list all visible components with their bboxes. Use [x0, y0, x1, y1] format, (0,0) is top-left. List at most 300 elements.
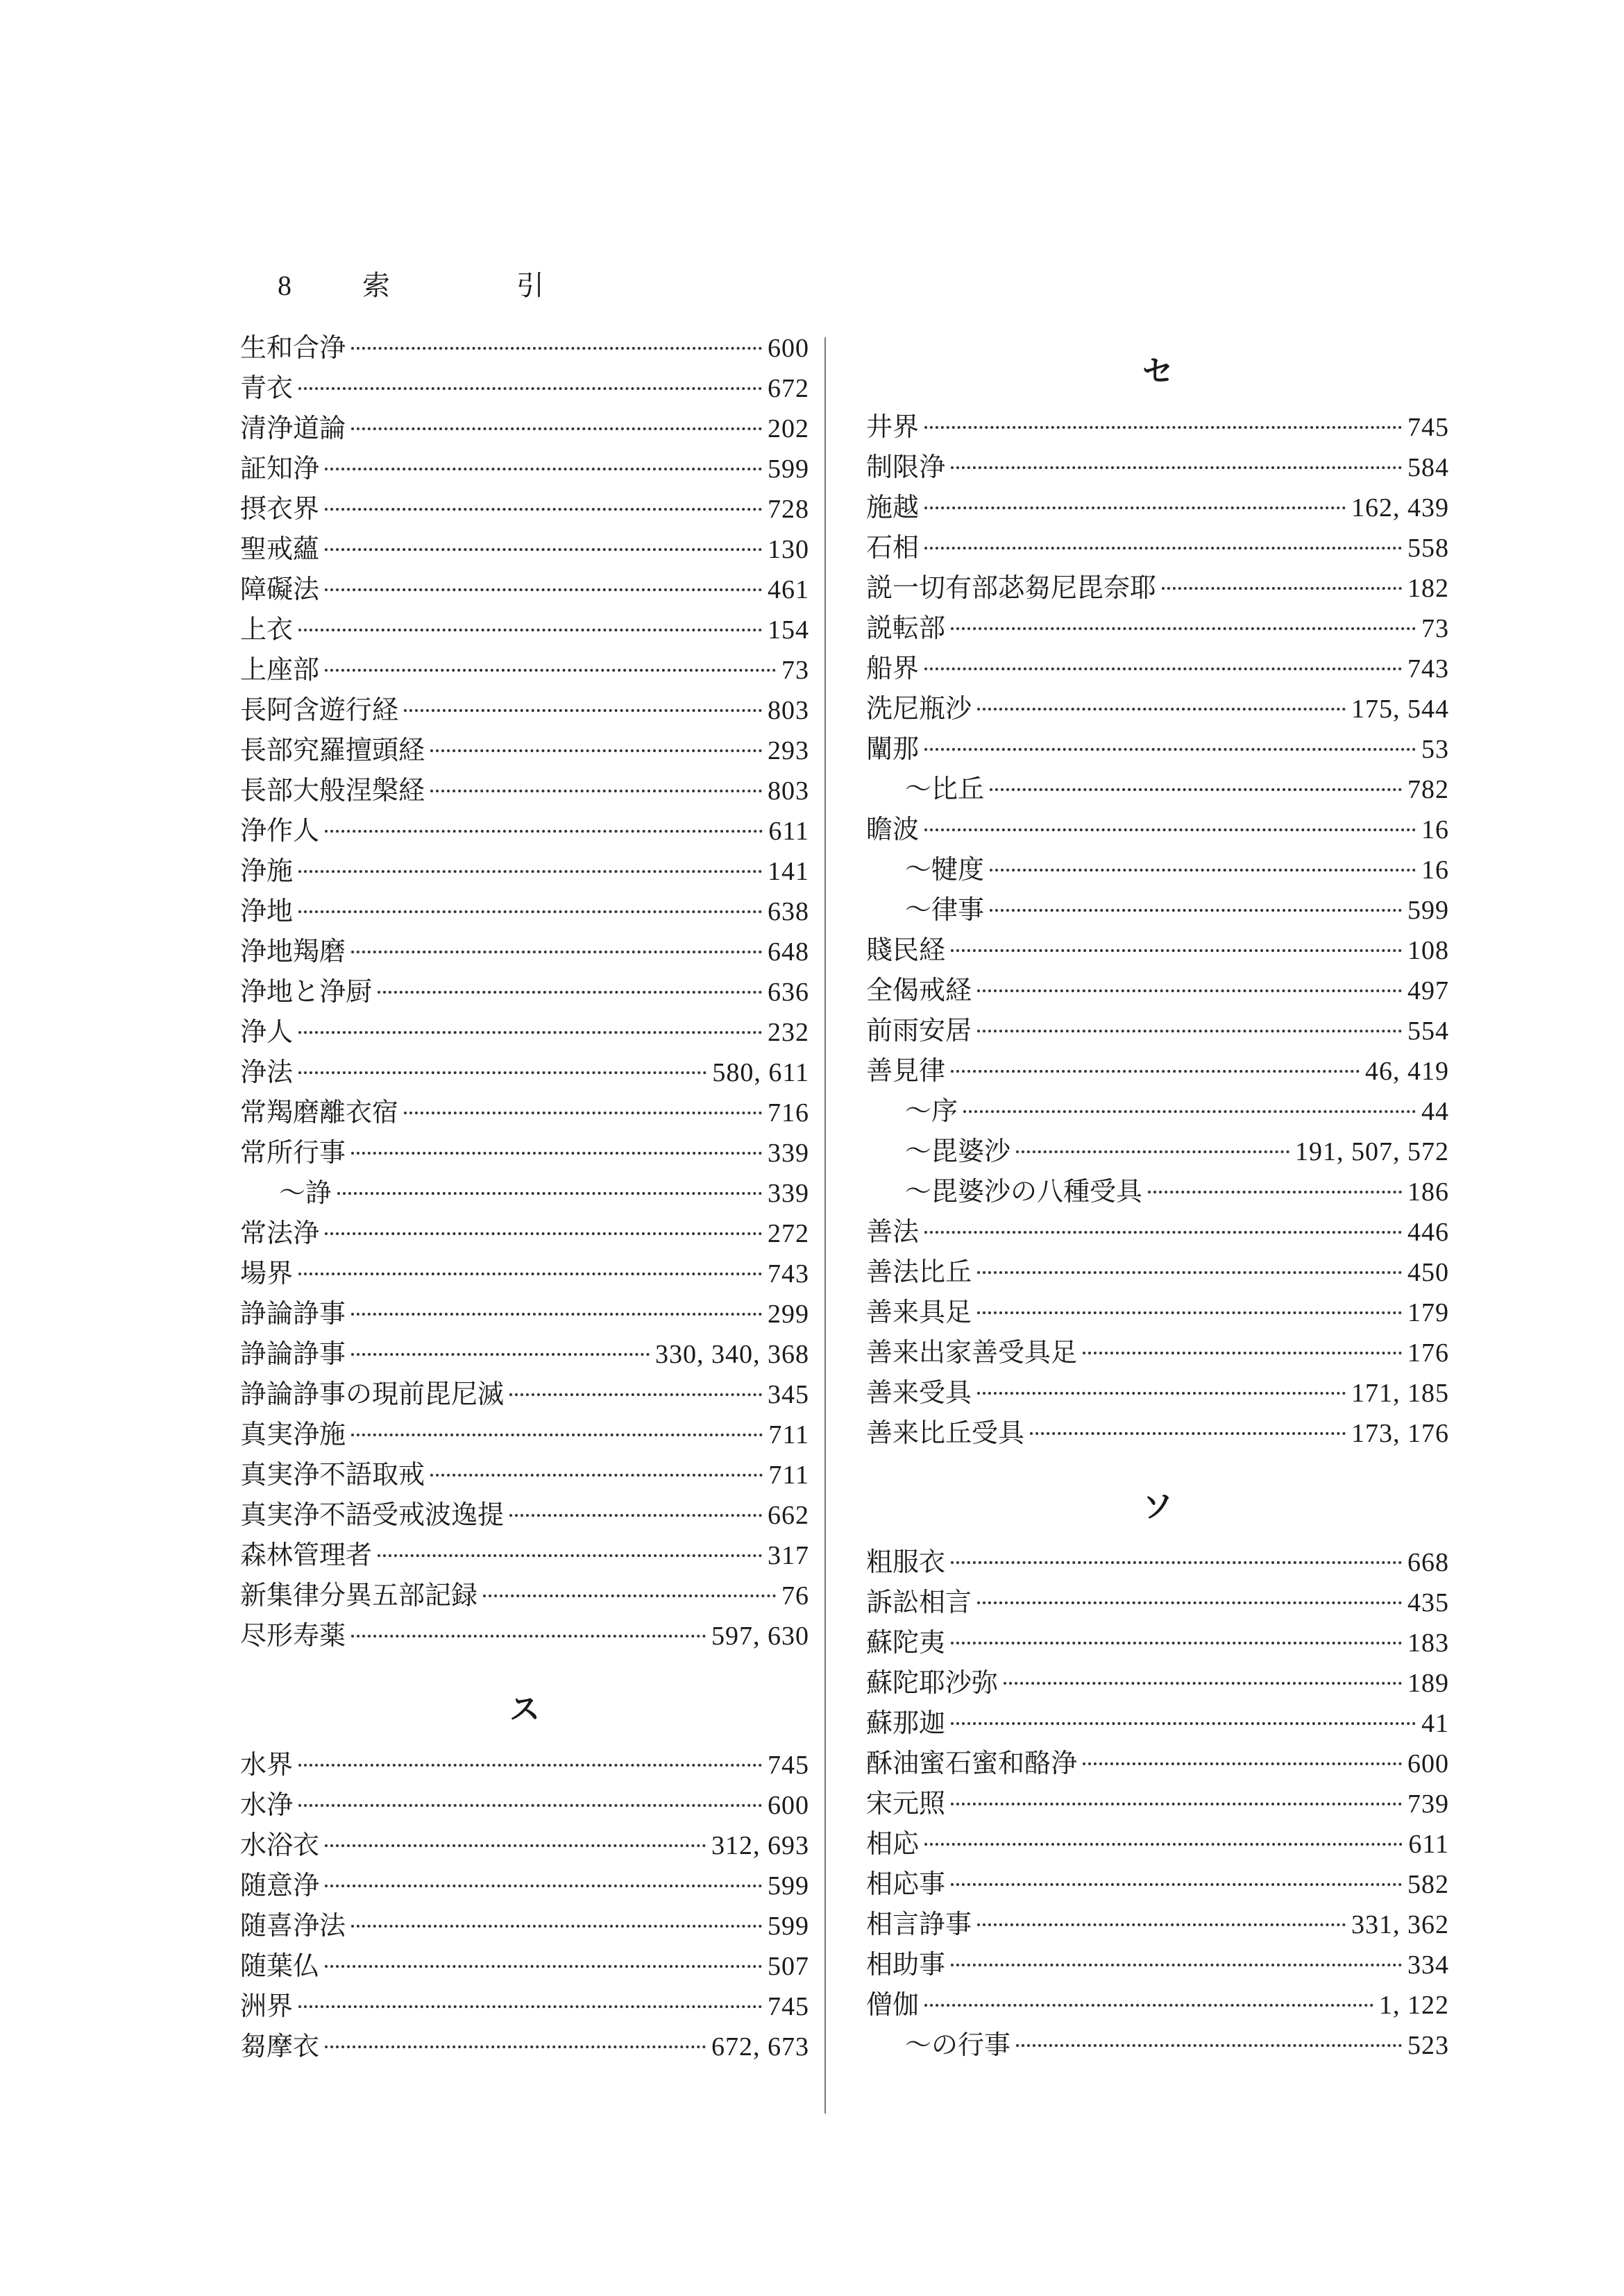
index-term: 井界 [866, 411, 920, 442]
index-term: 制限浄 [866, 452, 946, 482]
index-entry [866, 1292, 1449, 1332]
index-entry [866, 527, 1449, 568]
dot-leader [298, 1273, 762, 1275]
page-reference: 782 [1407, 775, 1449, 804]
index-term: 浄地 [240, 896, 294, 926]
index-term: 相言諍事 [866, 1909, 972, 1939]
dot-leader [351, 1434, 763, 1436]
index-term: 障礙法 [240, 574, 320, 604]
page-reference: 599 [768, 1871, 809, 1900]
index-term: 洲界 [240, 1991, 294, 2021]
page-reference: 191, 507, 572 [1295, 1137, 1449, 1166]
index-term: 尽形寿薬 [240, 1620, 346, 1651]
dot-leader [404, 1112, 762, 1114]
index-entry [240, 1454, 809, 1495]
index-term: 上衣 [240, 614, 294, 645]
page-reference: 648 [768, 937, 809, 967]
page-reference: 446 [1407, 1218, 1449, 1247]
index-term: 相応 [866, 1828, 920, 1859]
page-reference: 672 [768, 374, 809, 403]
dot-leader [951, 466, 1402, 469]
index-term: 上座部 [240, 654, 320, 685]
index-entry [240, 690, 809, 730]
dot-leader [1016, 2044, 1402, 2047]
index-term: 常法浄 [240, 1218, 320, 1248]
index-entry [240, 891, 809, 931]
page-reference: 600 [768, 334, 809, 363]
dot-leader [298, 1071, 707, 1074]
index-entry [240, 529, 809, 569]
page-reference: 186 [1407, 1177, 1449, 1207]
index-entry [866, 1051, 1449, 1091]
page-reference: 339 [768, 1139, 809, 1168]
index-term: 随意浄 [240, 1870, 320, 1900]
dot-leader [951, 1070, 1360, 1073]
dot-leader [951, 627, 1416, 630]
page-reference: 189 [1407, 1669, 1449, 1698]
dot-leader [325, 508, 762, 511]
dot-leader [977, 989, 1402, 992]
page-number: 8 [278, 270, 291, 301]
page-reference: 41 [1421, 1709, 1449, 1738]
page-reference: 141 [768, 857, 809, 886]
index-term: 闡那 [866, 733, 920, 764]
index-entry [240, 1374, 809, 1414]
index-term: 長部究羅擅頭経 [240, 735, 425, 765]
dot-leader [990, 788, 1402, 791]
index-term: 船界 [866, 653, 920, 683]
dot-leader [351, 1925, 762, 1928]
index-entry [866, 809, 1449, 849]
page-reference: 600 [768, 1791, 809, 1820]
index-entry [240, 1825, 809, 1865]
index-term: ～比丘 [905, 774, 985, 804]
dot-leader [951, 1642, 1402, 1644]
index-entry [866, 1582, 1449, 1622]
page-reference: 711 [768, 1461, 809, 1490]
dot-leader [924, 426, 1402, 429]
dot-leader [351, 347, 762, 350]
dot-leader [977, 1030, 1402, 1032]
page-reference: 558 [1407, 534, 1449, 563]
index-entry [240, 1092, 809, 1132]
index-term: 相応事 [866, 1869, 946, 1899]
dot-leader [1148, 1191, 1402, 1193]
index-term: 浄法 [240, 1057, 294, 1087]
dot-leader [924, 1843, 1403, 1846]
dot-leader [325, 468, 762, 470]
index-entry [240, 1334, 809, 1374]
dot-leader [325, 1965, 762, 1968]
dot-leader [990, 909, 1402, 912]
index-term: 全偈戒経 [866, 975, 972, 1005]
dot-leader [298, 1764, 762, 1767]
page-reference: 599 [1407, 896, 1449, 925]
dot-leader [325, 669, 776, 672]
index-entry [240, 328, 809, 368]
page-reference: 450 [1407, 1258, 1449, 1287]
index-entry [866, 1864, 1449, 1904]
page-reference: 173, 176 [1351, 1419, 1449, 1448]
index-entry [866, 648, 1449, 688]
dot-leader [325, 830, 763, 833]
page-reference: 599 [768, 1912, 809, 1941]
section-heading-so: ソ [1142, 1489, 1173, 1524]
dot-leader [378, 1554, 762, 1557]
page-reference: 330, 340, 368 [655, 1340, 809, 1369]
index-term: 清浄道論 [240, 413, 346, 443]
index-term: 浄施 [240, 856, 294, 886]
index-term: 蘇陀耶沙弥 [866, 1667, 999, 1698]
index-entry [240, 408, 809, 448]
dot-leader [298, 387, 762, 390]
page-reference: 202 [768, 414, 809, 443]
dot-leader [924, 547, 1402, 550]
index-term: 浄地と浄厨 [240, 976, 373, 1007]
page-reference: 716 [768, 1098, 809, 1128]
dot-leader [1162, 587, 1402, 590]
index-term: 洗尼瓶沙 [866, 693, 972, 724]
index-term: ～律事 [905, 894, 985, 925]
index-entry [866, 970, 1449, 1010]
index-entry [866, 1823, 1449, 1864]
dot-leader [1083, 1352, 1402, 1354]
dot-leader [430, 749, 762, 752]
dot-leader [1016, 1150, 1289, 1153]
index-term: 蘇陀夷 [866, 1627, 946, 1658]
page-reference: 662 [768, 1501, 809, 1530]
index-term: ～諍 [279, 1177, 332, 1208]
page-reference: 345 [768, 1380, 809, 1409]
index-term: 新集律分異五部記録 [240, 1580, 478, 1610]
dot-leader [298, 1804, 762, 1807]
index-entry [866, 1984, 1449, 2025]
index-term: 生和合浄 [240, 332, 346, 363]
dot-leader [963, 1110, 1416, 1113]
index-term: 粗服衣 [866, 1547, 946, 1577]
page-reference: 582 [1407, 1870, 1449, 1899]
index-entry [866, 2025, 1449, 2065]
dot-leader [924, 667, 1402, 670]
index-entry [240, 971, 809, 1012]
page-reference: 339 [768, 1179, 809, 1208]
column-divider [824, 337, 826, 2114]
index-term: 善来具足 [866, 1297, 972, 1327]
index-entry [866, 930, 1449, 970]
index-entry [240, 1213, 809, 1253]
page-reference: 743 [768, 1259, 809, 1289]
index-term: 蘇那迦 [866, 1708, 946, 1738]
page-reference: 668 [1407, 1548, 1449, 1577]
page-reference: 1, 122 [1379, 1991, 1449, 2020]
dot-leader [430, 1474, 763, 1477]
page-reference: 611 [768, 817, 809, 846]
page-reference: 272 [768, 1219, 809, 1248]
index-term: 宋元照 [866, 1788, 946, 1819]
index-term: 真実浄不語取戒 [240, 1459, 425, 1490]
index-entry [240, 730, 809, 770]
page-reference: 672, 673 [711, 2032, 809, 2061]
dot-leader [325, 1232, 762, 1235]
dot-leader [951, 1964, 1402, 1966]
index-term: 善来比丘受具 [866, 1418, 1025, 1448]
index-term: 善法 [866, 1216, 920, 1247]
index-entry [240, 1785, 809, 1825]
index-term: 水浄 [240, 1789, 294, 1820]
dot-leader [298, 2005, 762, 2008]
dot-leader [977, 1311, 1402, 1314]
dot-leader [351, 1313, 762, 1316]
index-term: 善法比丘 [866, 1257, 972, 1287]
index-term: 諍論諍事の現前毘尼滅 [240, 1379, 505, 1409]
page-reference: 611 [1408, 1830, 1449, 1859]
dot-leader [351, 1152, 762, 1155]
page-reference: 176 [1407, 1338, 1449, 1368]
page-reference: 331, 362 [1351, 1910, 1449, 1939]
index-entry [240, 1986, 809, 2026]
index-entry [240, 368, 809, 408]
dot-leader [378, 991, 762, 994]
index-term: 前雨安居 [866, 1015, 972, 1046]
index-entry [866, 769, 1449, 809]
index-entry [240, 1253, 809, 1293]
dot-leader [483, 1595, 776, 1597]
index-term: 水浴衣 [240, 1830, 320, 1860]
dot-leader [951, 1883, 1402, 1886]
index-term: 聖戒蘊 [240, 534, 320, 564]
page-reference: 523 [1407, 2031, 1449, 2060]
index-term: 浄作人 [240, 815, 320, 846]
page-reference: 312, 693 [711, 1831, 809, 1860]
index-entry [240, 1495, 809, 1535]
page-reference: 16 [1421, 815, 1449, 844]
dot-leader [1004, 1682, 1402, 1685]
index-entry [866, 1131, 1449, 1171]
page-reference: 154 [768, 615, 809, 645]
index-term: 浄人 [240, 1017, 294, 1047]
page-reference: 745 [768, 1992, 809, 2021]
index-entry [240, 1173, 809, 1213]
index-term: ～犍度 [905, 854, 985, 885]
index-entry [866, 447, 1449, 487]
index-entry [240, 851, 809, 891]
dot-leader [977, 1271, 1402, 1274]
index-term: 証知浄 [240, 453, 320, 484]
page-reference: 334 [1407, 1950, 1449, 1980]
index-entry [866, 1663, 1449, 1703]
dot-leader [325, 2046, 706, 2048]
index-term: 青衣 [240, 373, 294, 403]
index-term: ～毘婆沙の八種受具 [905, 1176, 1143, 1207]
index-entry [866, 1211, 1449, 1252]
index-entry [866, 890, 1449, 930]
page-reference: 497 [1407, 976, 1449, 1005]
dot-leader [325, 588, 762, 591]
index-entry [240, 1744, 809, 1785]
page-reference: 162, 439 [1351, 493, 1449, 522]
entry-list [866, 1542, 1449, 2065]
index-entry [240, 1052, 809, 1092]
index-entry [866, 1622, 1449, 1663]
index-entry [866, 1010, 1449, 1051]
index-entry [866, 1904, 1449, 1944]
dot-leader [1030, 1432, 1346, 1435]
index-entry [866, 1332, 1449, 1372]
section-heading-se: セ [1142, 354, 1173, 389]
index-term: 常所行事 [240, 1137, 346, 1168]
index-term: 場界 [240, 1258, 294, 1289]
dot-leader [351, 1353, 650, 1356]
dot-leader [951, 1803, 1402, 1805]
dot-leader [990, 869, 1416, 871]
index-entry [240, 1535, 809, 1575]
page-reference: 599 [768, 454, 809, 484]
index-term: ～毘婆沙 [905, 1136, 1011, 1166]
index-entry [866, 608, 1449, 648]
index-term: 訴訟相言 [866, 1587, 972, 1617]
dot-leader [351, 427, 762, 430]
page-reference: 584 [1407, 453, 1449, 482]
page-reference: 803 [768, 776, 809, 806]
index-entry [240, 2026, 809, 2066]
dot-leader [951, 1722, 1416, 1725]
entry-list [866, 407, 1449, 1453]
index-entry [240, 931, 809, 971]
dot-leader [924, 507, 1346, 509]
page-reference: 745 [1407, 413, 1449, 442]
dot-leader [325, 1885, 762, 1887]
page-title-part1: 索 [362, 270, 390, 302]
dot-leader [325, 548, 762, 551]
index-entry [240, 1865, 809, 1905]
index-term: 相助事 [866, 1949, 946, 1980]
index-entry [240, 649, 809, 690]
dot-leader [977, 708, 1346, 711]
index-term: 説一切有部苾芻尼毘奈耶 [866, 572, 1157, 603]
page-reference: 171, 185 [1351, 1379, 1449, 1408]
page-reference: 743 [1407, 654, 1449, 683]
dot-leader [951, 949, 1402, 952]
index-term: 賤民経 [866, 935, 946, 965]
page-reference: 175, 544 [1351, 695, 1449, 724]
index-entry [866, 1091, 1449, 1131]
index-entry [240, 1132, 809, 1173]
index-term: 善見律 [866, 1055, 946, 1086]
dot-leader [351, 951, 762, 953]
dot-leader [977, 1923, 1346, 1926]
index-term: 説転部 [866, 613, 946, 643]
page-reference: 739 [1407, 1789, 1449, 1819]
page-reference: 803 [768, 696, 809, 725]
page-reference: 130 [768, 535, 809, 564]
dot-leader [404, 709, 762, 712]
index-entry [866, 487, 1449, 527]
index-entry [866, 1783, 1449, 1823]
index-entry [866, 1944, 1449, 1984]
page-reference: 317 [768, 1541, 809, 1570]
dot-leader [977, 1392, 1346, 1395]
index-entry [866, 1252, 1449, 1292]
index-term: 水界 [240, 1749, 294, 1780]
index-term: 善来受具 [866, 1377, 972, 1408]
index-entry [866, 688, 1449, 729]
index-term: ～序 [905, 1096, 958, 1126]
page-reference: 507 [768, 1952, 809, 1981]
index-entry [240, 1615, 809, 1656]
index-entry [240, 1012, 809, 1052]
index-term: 諍論諍事 [240, 1338, 346, 1369]
index-term: 常羯磨離衣宿 [240, 1097, 399, 1128]
page-title-part2: 引 [516, 270, 544, 302]
index-entry [240, 1414, 809, 1454]
dot-leader [298, 629, 762, 631]
dot-leader [337, 1192, 762, 1195]
page-reference: 108 [1407, 936, 1449, 965]
index-term: ～の行事 [905, 2030, 1011, 2060]
index-term: 真実浄不語受戒波逸提 [240, 1499, 505, 1530]
dot-leader [298, 910, 762, 913]
index-entry [866, 1703, 1449, 1743]
page-reference: 16 [1421, 856, 1449, 885]
index-term: 石相 [866, 532, 920, 563]
dot-leader [1083, 1762, 1402, 1765]
entry-list [240, 328, 809, 1656]
page-reference: 293 [768, 736, 809, 765]
page-reference: 638 [768, 897, 809, 926]
right-column [866, 337, 1449, 2065]
index-entry [866, 1542, 1449, 1582]
dot-leader [924, 1231, 1402, 1234]
dot-leader [509, 1514, 762, 1517]
page-reference: 73 [781, 656, 809, 685]
index-term: 森林管理者 [240, 1540, 373, 1570]
index-entry [866, 407, 1449, 447]
index-entry [866, 1171, 1449, 1211]
page-reference: 636 [768, 978, 809, 1007]
index-entry [240, 609, 809, 649]
page-reference: 44 [1421, 1097, 1449, 1126]
page-reference: 580, 611 [712, 1058, 809, 1087]
page-reference: 232 [768, 1018, 809, 1047]
index-entry [240, 1946, 809, 1986]
page-reference: 182 [1407, 574, 1449, 603]
index-term: 善来出家善受具足 [866, 1337, 1078, 1368]
index-term: 施越 [866, 492, 920, 522]
page-reference: 46, 419 [1365, 1057, 1449, 1086]
page-reference: 435 [1407, 1588, 1449, 1617]
index-entry [240, 1293, 809, 1334]
section-heading-su: ス [509, 1692, 540, 1727]
index-entry [240, 488, 809, 529]
index-entry [240, 1575, 809, 1615]
index-entry [240, 770, 809, 810]
index-entry [866, 849, 1449, 890]
dot-leader [951, 1561, 1402, 1564]
page-reference: 76 [781, 1581, 809, 1610]
index-entry [240, 569, 809, 609]
page-reference: 179 [1407, 1298, 1449, 1327]
index-entry [240, 448, 809, 488]
left-column [240, 328, 809, 2066]
index-term: 芻摩衣 [240, 2031, 320, 2061]
index-entry [866, 1743, 1449, 1783]
dot-leader [924, 828, 1416, 831]
page-reference: 600 [1407, 1749, 1449, 1778]
index-entry [240, 1905, 809, 1946]
dot-leader [924, 748, 1416, 751]
index-term: 随喜浄法 [240, 1910, 346, 1941]
dot-leader [430, 790, 762, 792]
